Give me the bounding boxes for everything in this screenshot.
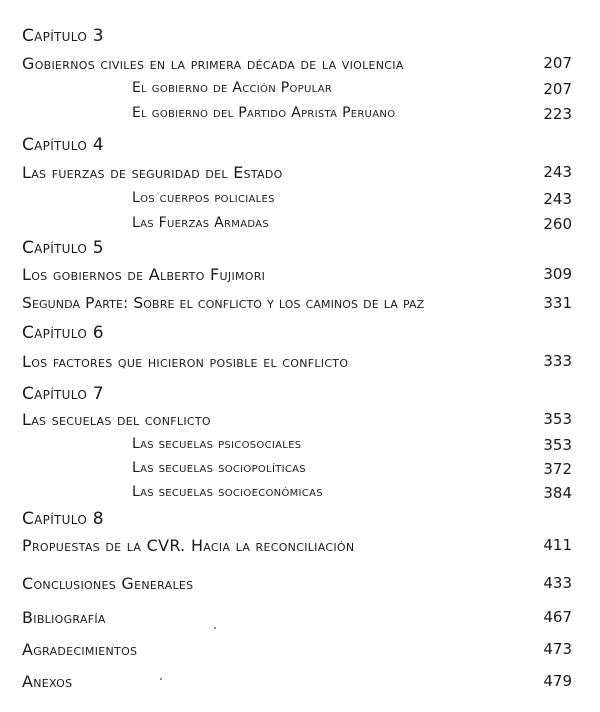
chapter-7-heading [0,384,600,406]
toc-page-number: 223 [543,105,572,123]
toc-page-number: 207 [543,54,572,72]
toc-entry-propuestas[interactable] [0,536,600,558]
toc-page-number: 243 [543,163,572,181]
toc-entry-label: Las secuelas socioeconómicas [132,484,323,500]
toc-entry-aprista[interactable] [0,105,600,127]
chapter-label: Capítulo 8 [22,509,104,529]
toc-entry-label: Propuestas de la CVR. Hacia la reconciliación [22,536,355,555]
toc-entry-label: Conclusiones Generales [22,574,194,593]
toc-page-number: 309 [543,265,572,283]
toc-entry-psicosociales[interactable] [0,436,600,458]
toc-page-number: 411 [543,536,572,554]
toc-page-number: 467 [543,608,572,626]
toc-entry-label: Segunda Parte: Sobre el conflicto y los caminos de la paz [22,294,425,312]
toc-page-number: 333 [543,352,572,370]
toc-entry-anexos[interactable] [0,672,600,694]
toc-page-number: 243 [543,190,572,208]
chapter-8-heading [0,509,600,531]
toc-page-number: 479 [543,672,572,690]
toc-entry-socioeconomicas[interactable] [0,484,600,506]
chapter-5-heading [0,238,600,260]
chapter-label: Capítulo 5 [22,238,104,258]
toc-entry-label: El gobierno del Partido Aprista Peruano [132,105,396,121]
toc-entry-fujimori[interactable] [0,265,600,287]
toc-entry-secuelas[interactable] [0,410,600,432]
scan-speck [160,678,162,680]
chapter-6-heading [0,323,600,345]
toc-entry-fuerzas-seguridad[interactable] [0,163,600,185]
toc-entry-label: Agradecimientos [22,640,138,659]
toc-page-number: 207 [543,80,572,98]
toc-entry-label: Los gobiernos de Alberto Fujimori [22,265,266,284]
toc-entry-accion-popular[interactable] [0,80,600,102]
toc-page-number: 331 [543,294,572,312]
toc-entry-label: Las fuerzas de seguridad del Estado [22,163,283,182]
toc-entry-label: Las secuelas psicosociales [132,436,302,452]
toc-entry-sociopoliticas[interactable] [0,460,600,482]
chapter-label: Capítulo 3 [22,26,104,46]
toc-entry-label: Las secuelas del conflicto [22,410,211,429]
toc-page-number: 260 [543,215,572,233]
toc-entry-label: Las Fuerzas Armadas [132,215,269,231]
toc-entry-agradecimientos[interactable] [0,640,600,662]
toc-entry-cuerpos-policiales[interactable] [0,190,600,212]
toc-page-number: 433 [543,574,572,592]
toc-entry-label: Anexos [22,672,73,691]
toc-page-number: 353 [543,410,572,428]
toc-entry-label: Gobiernos civiles en la primera década de la violencia [22,54,404,73]
toc-entry-factores[interactable] [0,352,600,374]
chapter-3-heading [0,26,600,48]
toc-page-number: 473 [543,640,572,658]
toc-entry-label: Los cuerpos policiales [132,190,275,206]
toc-entry-label: Los factores que hicieron posible el conflicto [22,352,349,371]
toc-entry-bibliografia[interactable] [0,608,600,630]
toc-entry-conclusiones[interactable] [0,574,600,596]
toc-entry-label: Las secuelas sociopolíticas [132,460,306,476]
chapter-label: Capítulo 6 [22,323,104,343]
toc-entry-fuerzas-armadas[interactable] [0,215,600,237]
chapter-label: Capítulo 4 [22,135,104,155]
toc-page-number: 372 [543,460,572,478]
scan-speck [214,627,216,629]
toc-entry-label: Bibliografía [22,608,106,627]
toc-entry-label: El gobierno de Acción Popular [132,80,333,96]
chapter-4-heading [0,135,600,157]
toc-entry-segunda-parte[interactable] [0,294,600,316]
chapter-label: Capítulo 7 [22,384,104,404]
toc-page-number: 353 [543,436,572,454]
toc-page-number: 384 [543,484,572,502]
toc-entry-gobiernos-civiles[interactable] [0,54,600,76]
